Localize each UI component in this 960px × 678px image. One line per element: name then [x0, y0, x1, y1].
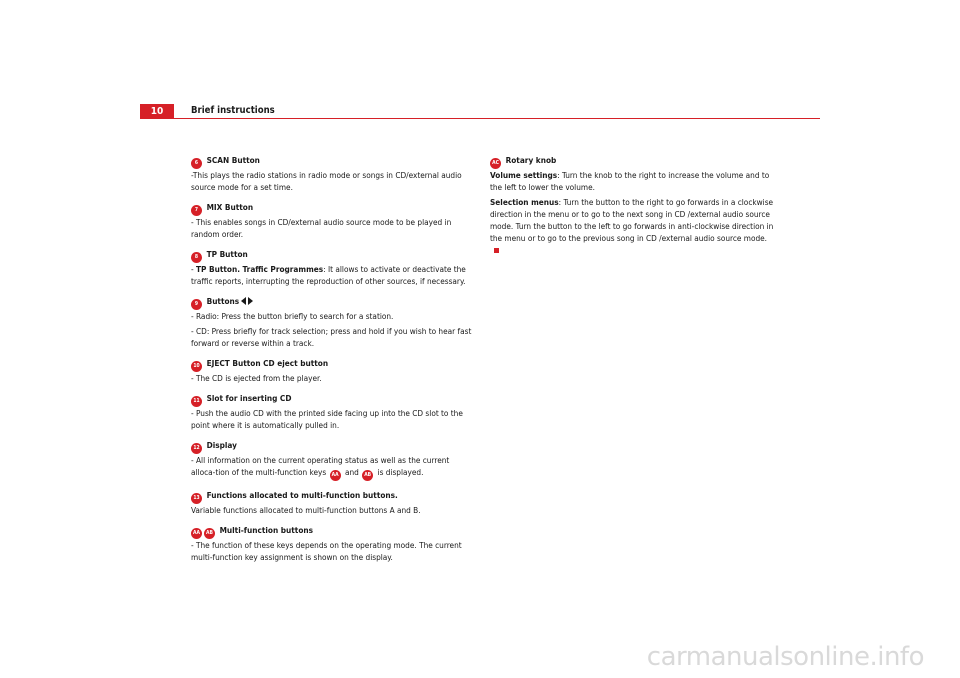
entry-text: - This enables songs in CD/external audio source mode to be played in random order. [191, 217, 452, 239]
entry-text: Variable functions allocated to multi-function buttons A and B. [191, 505, 421, 515]
page-header [140, 104, 820, 119]
entry-multifunction [191, 524, 473, 563]
callout-badge: AA [191, 528, 202, 539]
entry-cd-slot [191, 392, 473, 431]
entry-display [191, 439, 473, 481]
triangle-left-icon [241, 297, 246, 305]
entry-scan [191, 154, 473, 193]
entry-title: EJECT Button CD eject button [206, 358, 329, 368]
entry-text: -This plays the radio stations in radio mode or songs in CD/external audio source mode for a set time. [191, 170, 462, 192]
end-marker-icon [494, 248, 499, 253]
callout-badge-2: AB [204, 528, 215, 539]
key-b-badge: AB [362, 470, 373, 481]
entry-text [490, 169, 775, 193]
entry-title: Functions allocated to multi-function buttons. [206, 490, 398, 500]
entry-text: - TP Button. Traffic Programmes: It allows to activate or deactivate the traffic reports, interrupting the reproduction of other sources, if necessary. [191, 264, 466, 286]
entry-text: - The CD is ejected from the player. [191, 373, 322, 383]
entry-text: - Push the audio CD with the printed side facing up into the CD slot to the point where it is automatically pulled in. [191, 408, 463, 430]
header-rule [174, 118, 820, 119]
entry-title: Multi-function buttons [219, 525, 314, 535]
callout-badge: 11 [191, 396, 202, 407]
entry-title: MIX Button [206, 202, 254, 212]
entry-text: - CD: Press briefly for track selection; press and hold if you wish to hear fast forward or reverse within a track. [191, 326, 472, 348]
entry-mix [191, 201, 473, 240]
selection-text: : Turn the button to the right to go forwards in a clockwise direction in the menu or to go to the next song in CD /external audio source mode. Turn the button to the left to go forwards in anti-clockwise direction in the menu or to go to the previous song in CD /external audio source mode. [490, 197, 774, 243]
callout-badge: AC [490, 158, 501, 169]
key-a-badge: AA [330, 470, 341, 481]
selection-label: Selection menus [490, 197, 559, 207]
entry-tp [191, 248, 473, 287]
entry-title: Slot for inserting CD [206, 393, 292, 403]
entry-rotary-knob [490, 154, 775, 256]
entry-title: Buttons [206, 296, 240, 306]
entry-text-b: is displayed. [377, 467, 424, 477]
callout-badge: 10 [191, 361, 202, 372]
entry-title: TP Button [206, 249, 248, 259]
entry-title: SCAN Button [206, 155, 260, 165]
triangle-right-icon [248, 297, 253, 305]
right-column [490, 154, 775, 264]
entry-text [191, 454, 473, 481]
entry-eject [191, 357, 473, 384]
entry-text: - The function of these keys depends on the operating mode. The current multi-function key assignment is shown on the display. [191, 540, 462, 562]
callout-badge: 6 [191, 158, 202, 169]
volume-label: Volume settings [490, 170, 558, 180]
entry-text-rest: : It allows to activate or deactivate the traffic reports, interrupting the reproduction of other sources, if necessary. [191, 264, 466, 286]
entry-title: Rotary knob [505, 155, 557, 165]
callout-badge: 12 [191, 443, 202, 454]
callout-badge: 13 [191, 493, 202, 504]
entry-text [490, 196, 775, 256]
entry-bold-prefix: TP Button. Traffic Programmes [196, 264, 324, 274]
entry-buttons [191, 295, 473, 349]
callout-badge: 7 [191, 205, 202, 216]
entry-functions [191, 489, 473, 516]
volume-text: : Turn the knob to the right to increase the volume and to the left to lower the volume. [490, 170, 770, 192]
page-title: Brief instructions [191, 105, 275, 116]
left-column [191, 154, 473, 571]
page-number: 10 [140, 104, 174, 119]
watermark: carmanualsonline.info [646, 642, 924, 672]
entry-text: - Radio: Press the button briefly to search for a station. [191, 311, 394, 321]
callout-badge: 9 [191, 299, 202, 310]
entry-text-a: - All information on the current operating status as well as the current alloca-tion of the multi-function keys [191, 455, 450, 477]
entry-conj: and [344, 467, 359, 477]
entry-title: Display [206, 440, 237, 450]
callout-badge: 8 [191, 252, 202, 263]
